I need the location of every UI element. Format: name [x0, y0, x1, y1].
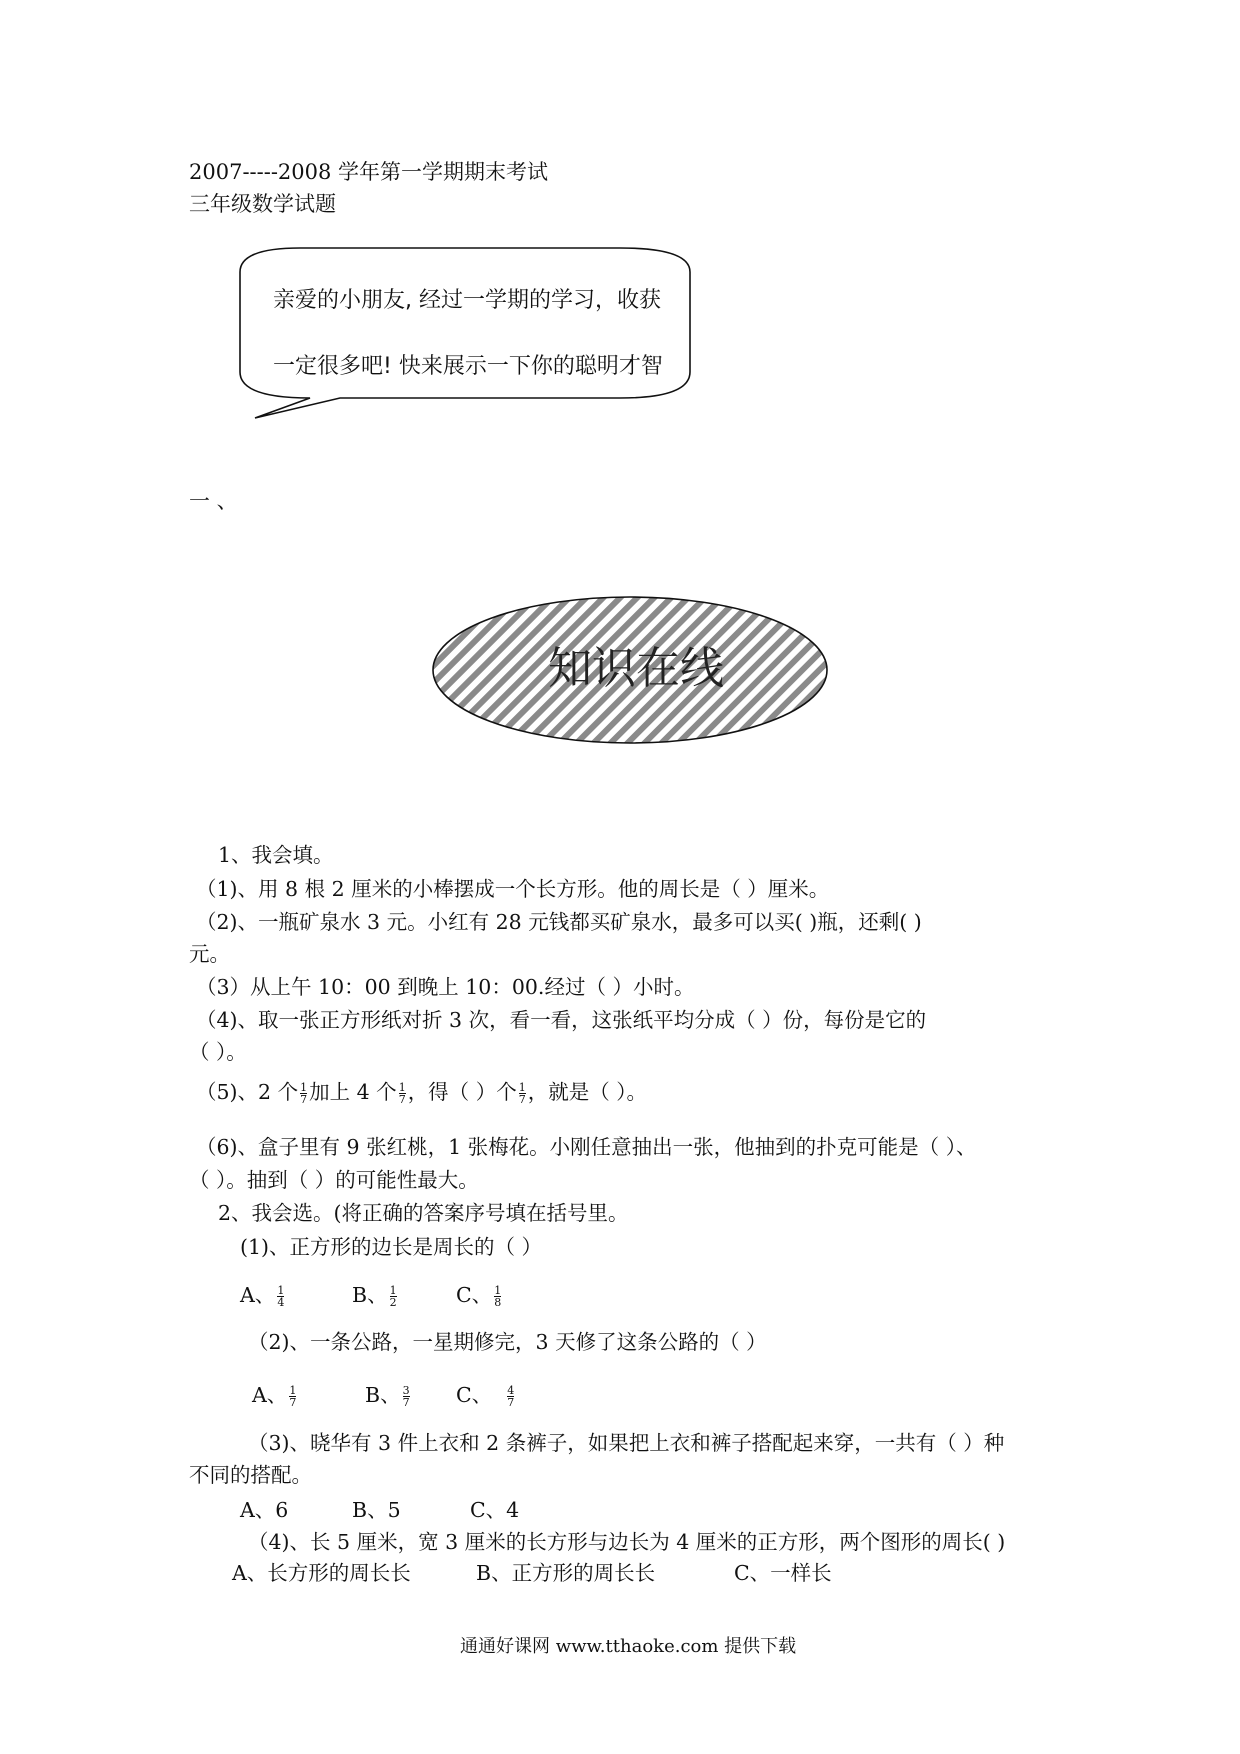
- q2-sub-1-opt-a: A、 $\frac{1}{4}$: [240, 1283, 285, 1309]
- q2-sub-1-opt-b: B、 $\frac{1}{2}$: [352, 1283, 397, 1309]
- q1-item-5-part4: ，就是（ ）。: [527, 1080, 647, 1104]
- exam-title: 2007-----2008 学年第一学期期末考试: [189, 160, 549, 184]
- q2-sub-3-cont: 不同的搭配。: [189, 1463, 312, 1487]
- fraction: $\frac{1}{8}$: [494, 1284, 502, 1309]
- q2-sub-3-opt-b: B、5: [352, 1498, 401, 1522]
- q1-item-1: （1)、用 8 根 2 厘米的小棒摆成一个长方形。他的周长是（ ）厘米。: [196, 877, 830, 901]
- q2-sub-3-opt-a: A、6: [240, 1498, 289, 1522]
- q2-sub-2-opt-c: C、 $\frac{4}{7}$: [456, 1383, 515, 1409]
- fraction: $\frac{1}{2}$: [389, 1284, 397, 1309]
- q2-sub-4-opt-a: A、长方形的周长长: [232, 1561, 411, 1585]
- fraction: $\frac{1}{4}$: [277, 1284, 285, 1309]
- q1-item-2-cont: 元。: [189, 942, 230, 966]
- q2-sub-2: （2)、一条公路，一星期修完，3 天修了这条公路的（ ）: [248, 1330, 767, 1354]
- section-marker: 一 、: [189, 489, 238, 513]
- q2-sub-1-opt-c: C、 $\frac{1}{8}$: [456, 1283, 502, 1309]
- footer-credit: 通通好课网 www.tthaoke.com 提供下载: [460, 1636, 797, 1657]
- q1-heading: 1、我会填。: [218, 843, 334, 867]
- q1-item-4: （4)、取一张正方形纸对折 3 次，看一看，这张纸平均分成（ ）份，每份是它的: [196, 1008, 927, 1032]
- speech-bubble: [0, 0, 1240, 460]
- q1-item-6: （6)、盒子里有 9 张红桃，1 张梅花。小刚任意抽出一张，他抽到的扑克可能是（ ）、: [196, 1135, 977, 1159]
- q1-item-5-part2: 加上 4 个: [309, 1080, 397, 1104]
- fraction: $\frac{3}{7}$: [402, 1384, 410, 1409]
- q1-item-6-cont: （ ）。抽到（ ）的可能性最大。: [189, 1168, 479, 1192]
- q2-heading: 2、我会选。(将正确的答案序号填在括号里。: [218, 1201, 629, 1225]
- bubble-line-1: 亲爱的小朋友, 经过一学期的学习，收获: [273, 288, 661, 313]
- q1-item-5-part3: ，得（ ）个: [407, 1080, 517, 1104]
- q2-sub-4-opt-c: C、一样长: [734, 1561, 832, 1585]
- exam-subtitle: 三年级数学试题: [189, 192, 336, 216]
- q1-item-4-cont: （ ）。: [189, 1040, 247, 1064]
- bubble-line-2: 一定很多吧! 快来展示一下你的聪明才智: [273, 354, 663, 379]
- q1-item-2: （2)、一瓶矿泉水 3 元。小红有 28 元钱都买矿泉水，最多可以买( )瓶，还剩( ): [196, 910, 922, 934]
- q1-item-3: （3）从上午 10：00 到晚上 10：00.经过（ ）小时。: [196, 975, 695, 999]
- q2-sub-3-opt-c: C、4: [470, 1498, 520, 1522]
- q2-sub-2-opt-a: A、 $\frac{1}{7}$: [252, 1383, 297, 1409]
- fraction: $\frac{1}{7}$: [289, 1384, 297, 1409]
- q1-item-5: [196, 1075, 647, 1105]
- fraction: $\frac{1}{7}$: [398, 1081, 406, 1106]
- q2-sub-1: (1)、正方形的边长是周长的（ ）: [240, 1235, 543, 1259]
- q2-sub-4: （4)、长 5 厘米，宽 3 厘米的长方形与边长为 4 厘米的正方形，两个图形的周长( ): [248, 1530, 1006, 1554]
- fraction: $\frac{1}{7}$: [300, 1081, 308, 1106]
- fraction: $\frac{4}{7}$: [507, 1384, 515, 1409]
- q2-sub-3: （3)、晓华有 3 件上衣和 2 条裤子，如果把上衣和裤子搭配起来穿，一共有（ ）种: [248, 1431, 1005, 1455]
- q1-item-5-part1: （5)、2 个: [196, 1080, 299, 1104]
- fraction: $\frac{1}{7}$: [518, 1081, 526, 1106]
- banner-title: 知识在线: [548, 643, 724, 694]
- q2-sub-2-opt-b: B、 $\frac{3}{7}$: [365, 1383, 410, 1409]
- q2-sub-4-opt-b: B、正方形的周长长: [476, 1561, 656, 1585]
